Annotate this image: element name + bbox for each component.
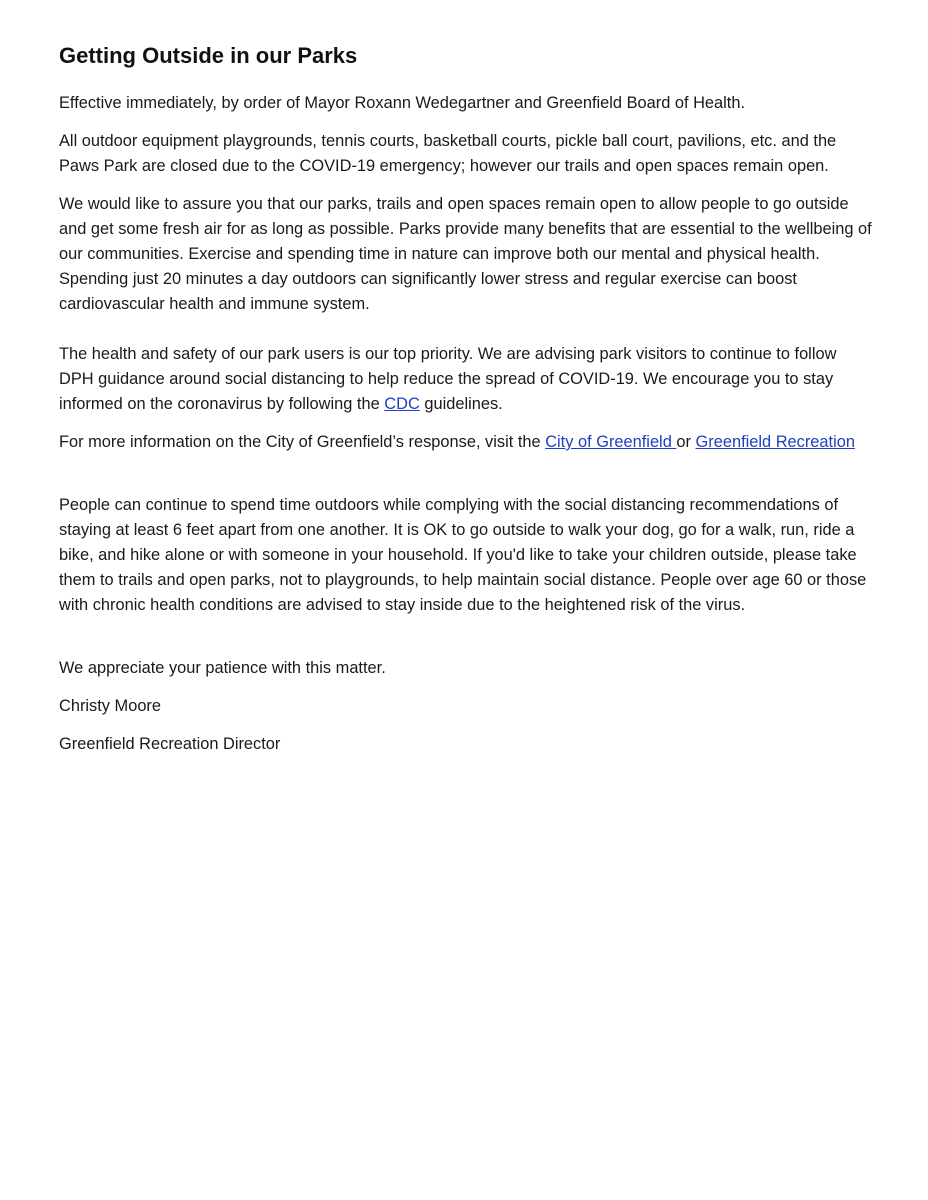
more-info-text: For more information on the City of Greenfield’s response, visit the [59,433,546,451]
paragraph-health-safety [59,342,874,417]
signature-title: Greenfield Recreation Director [59,735,281,753]
more-info-or: or [676,433,696,451]
greenfield-recreation-link[interactable]: Greenfield Recreation [695,433,855,451]
health-safety-text-end: guidelines. [419,395,503,413]
paragraph-effective: Effective immediately, by order of Mayor Roxann Wedegartner and Greenfield Board of Health. [59,94,746,112]
health-safety-text: The health and safety of our park users is our top priority. We are advising park visitors to continue to follow DPH guidance around social distancing to help reduce the spread of COVID-19. We encourage you to stay informed on the coronavirus by following the [59,345,837,413]
paragraph-closures: All outdoor equipment playgrounds, tennis courts, basketball courts, pickle ball court, pavilions, etc. and the Paws Park are closed due to the COVID-19 emergency; however our trails and open spaces remain open. [59,132,837,175]
paragraph-social-distancing: People can continue to spend time outdoors while complying with the social distancing recommendations of staying at least 6 feet apart from one another. It is OK to go outside to walk your dog, go for a walk, run, ride a bike, and hike alone or with someone in your household. If you'd like to take your children outside, please take them to trails and open parks, not to playgrounds, to help maintain social distance. People over age 60 or those with chronic health conditions are advised to stay inside due to the heightened risk of the virus. [59,496,867,614]
document-page [59,40,874,757]
cdc-link[interactable]: CDC [384,395,420,413]
paragraph-assurance: We would like to assure you that our parks, trails and open spaces remain open to allow people to go outside and get some fresh air for as long as possible. Parks provide many benefits that are essential to the wellbeing of our communities. Exercise and spending time in nature can improve both our mental and physical health. Spending just 20 minutes a day outdoors can significantly lower stress and regular exercise can boost cardiovascular health and immune system. [59,195,872,313]
signature-name: Christy Moore [59,697,162,715]
paragraph-more-info [59,430,874,455]
city-of-greenfield-link[interactable]: City of Greenfield [545,433,677,451]
page-title: Getting Outside in our Parks [59,43,358,68]
paragraph-appreciation: We appreciate your patience with this matter. [59,659,386,677]
